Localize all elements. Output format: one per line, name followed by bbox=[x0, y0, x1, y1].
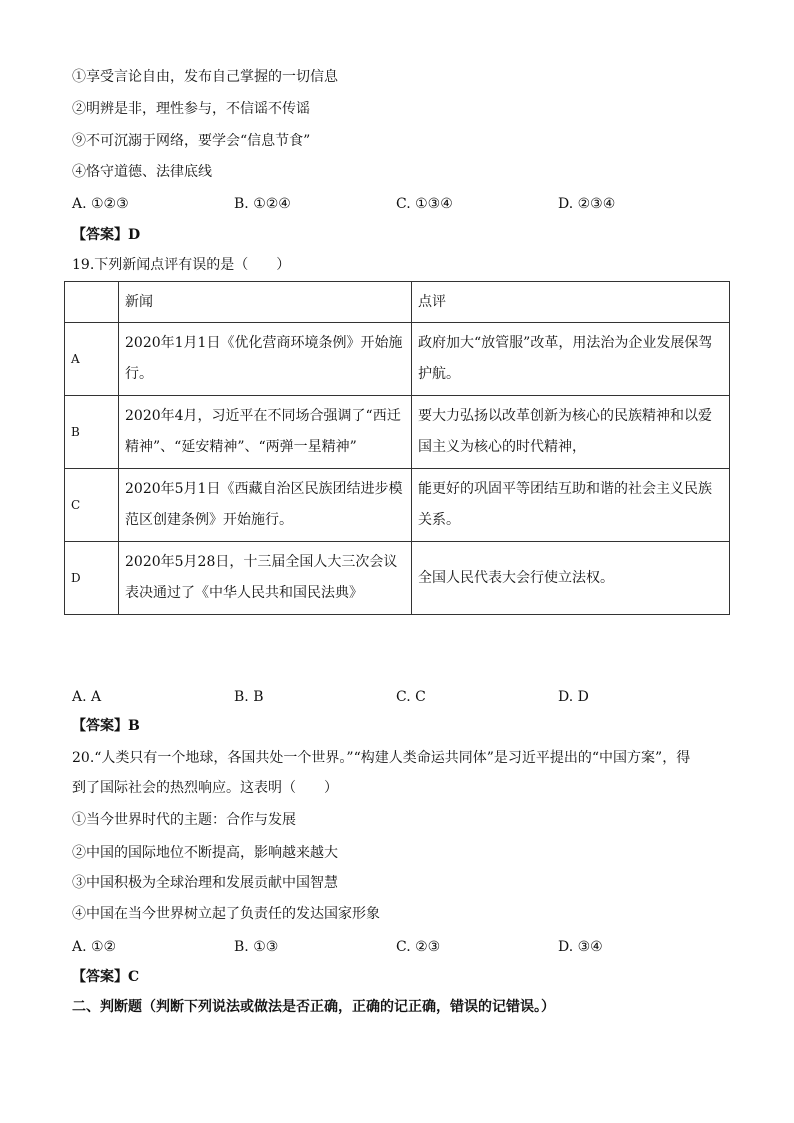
q18-options bbox=[72, 194, 732, 214]
q19-answer: 【答案】B bbox=[72, 718, 140, 734]
row-news: 2020年5月1日《西藏自治区民族团结进步模范区创建条例》开始施行。 bbox=[119, 469, 412, 542]
q19-option-c: C. C bbox=[396, 689, 426, 705]
q20-answer: 【答案】C bbox=[72, 969, 140, 985]
row-comment: 全国人民代表大会行使立法权。 bbox=[412, 542, 730, 615]
table-row bbox=[65, 323, 730, 396]
q18-item-2: ②明辨是非，理性参与，不信谣不传谣 bbox=[72, 101, 310, 117]
q19-options bbox=[72, 687, 732, 707]
row-label: A bbox=[65, 323, 119, 396]
q18-item-3: ⑨不可沉溺于网络，要学会“信息节食” bbox=[72, 133, 311, 149]
q20-option-c: C. ②③ bbox=[396, 939, 441, 955]
q18-option-d: D. ②③④ bbox=[558, 196, 616, 212]
row-comment: 要大力弘扬以改革创新为核心的民族精神和以爱国主义为核心的时代精神， bbox=[412, 396, 730, 469]
row-comment: 能更好的巩固平等团结互助和谐的社会主义民族关系。 bbox=[412, 469, 730, 542]
table-row bbox=[65, 469, 730, 542]
q19-option-b: B. B bbox=[234, 689, 264, 705]
q18-item-4: ④恪守道德、法律底线 bbox=[72, 164, 212, 180]
q20-option-b: B. ①③ bbox=[234, 939, 279, 955]
q20-item-1: ①当今世界时代的主题：合作与发展 bbox=[72, 812, 296, 828]
q20-item-4: ④中国在当今世界树立起了负责任的发达国家形象 bbox=[72, 906, 380, 922]
q18-option-b: B. ①②④ bbox=[234, 196, 291, 212]
q20-question-line2: 到了国际社会的热烈响应。这表明（ ） bbox=[72, 780, 338, 796]
q18-option-a: A. ①②③ bbox=[72, 196, 129, 212]
q18-item-1: ①享受言论自由，发布自己掌握的一切信息 bbox=[72, 69, 338, 85]
table-header-row bbox=[65, 282, 730, 323]
row-news: 2020年5月28日，十三届全国人大三次会议表决通过了《中华人民共和国民法典》 bbox=[119, 542, 412, 615]
row-news: 2020年1月1日《优化营商环境条例》开始施行。 bbox=[119, 323, 412, 396]
header-news-cell: 新闻 bbox=[119, 282, 412, 323]
section-2-title: 二、判断题（判断下列说法或做法是否正确，正确的记正确，错误的记错误。） bbox=[72, 999, 555, 1015]
q20-question-line1: 20.“人类只有一个地球，各国共处一个世界。”“构建人类命运共同体”是习近平提出的“中国方案”，得 bbox=[72, 750, 691, 766]
q20-item-2: ②中国的国际地位不断提高，影响越来越大 bbox=[72, 845, 338, 861]
header-label-cell bbox=[65, 282, 119, 323]
table-row bbox=[65, 542, 730, 615]
q20-options bbox=[72, 937, 732, 957]
q20-option-d: D. ③④ bbox=[558, 939, 603, 955]
header-comment-cell: 点评 bbox=[412, 282, 730, 323]
q18-answer: 【答案】D bbox=[72, 227, 141, 243]
q19-option-d: D. D bbox=[558, 689, 589, 705]
q18-option-c: C. ①③④ bbox=[396, 196, 453, 212]
q19-question: 19.下列新闻点评有误的是（ ） bbox=[72, 257, 291, 273]
q19-option-a: A. A bbox=[72, 689, 102, 705]
q20-option-a: A. ①② bbox=[72, 939, 117, 955]
q20-item-3: ③中国积极为全球治理和发展贡献中国智慧 bbox=[72, 875, 338, 891]
q19-news-table bbox=[64, 281, 730, 615]
table-row bbox=[65, 396, 730, 469]
row-label: D bbox=[65, 542, 119, 615]
row-news: 2020年4月，习近平在不同场合强调了“西迁精神”、“延安精神”、“两弹一星精神” bbox=[119, 396, 412, 469]
row-label: B bbox=[65, 396, 119, 469]
row-label: C bbox=[65, 469, 119, 542]
row-comment: 政府加大“放管服”改革，用法治为企业发展保驾护航。 bbox=[412, 323, 730, 396]
